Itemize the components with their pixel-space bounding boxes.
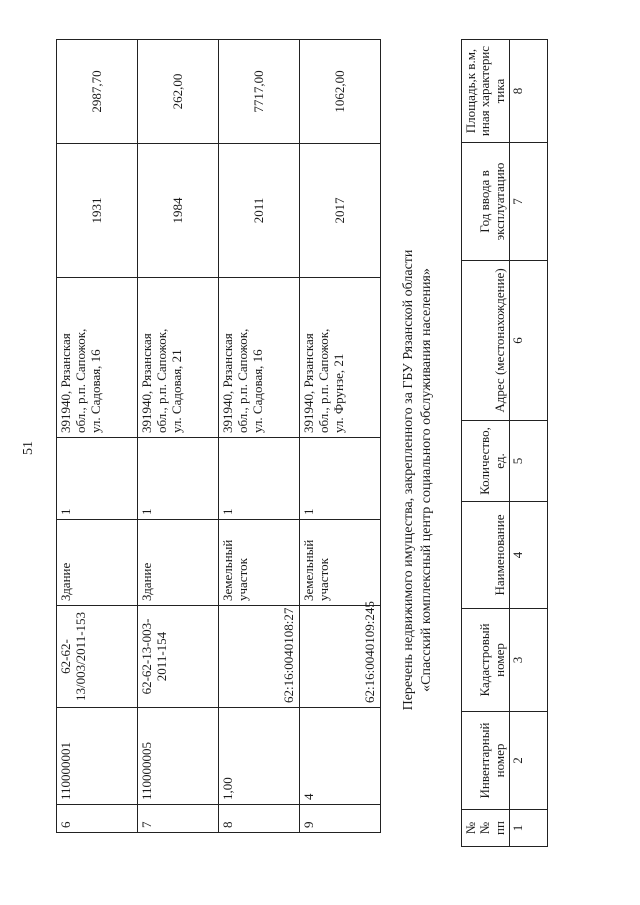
cell-num: 9 <box>300 805 381 833</box>
property-table-header <box>461 40 548 847</box>
header-area: Площадь,к в.м, иная характерис тика <box>462 40 510 143</box>
cell-inventory: 110000005 <box>138 708 219 805</box>
cell-address: 391940, Рязанская обл., р.п. Сапожок, ул. Садовая, 16 <box>219 278 300 438</box>
cell-year: 1984 <box>138 144 219 278</box>
header-table <box>461 39 548 847</box>
cell-cadastral: 62-62-13/003/2011-153 <box>57 606 138 708</box>
index-cell: 2 <box>509 712 547 810</box>
property-table-continued <box>56 40 381 833</box>
cell-name: Здание <box>57 520 138 606</box>
cell-qty: 1 <box>138 438 219 520</box>
index-cell: 8 <box>509 40 547 143</box>
cell-inventory: 4 <box>300 708 381 805</box>
cell-inventory: 110000001 <box>57 708 138 805</box>
index-cell: 5 <box>509 421 547 502</box>
cell-year: 2017 <box>300 144 381 278</box>
header-name: Наименование <box>462 502 510 609</box>
header-qty: Количество, ед. <box>462 421 510 502</box>
index-row <box>509 40 547 847</box>
cell-year: 1931 <box>57 144 138 278</box>
cell-address: 391940, Рязанская обл., р.п. Сапожок, ул. Фрунзе, 21 <box>300 278 381 438</box>
cell-cadastral: 62-62-13-003-2011-154 <box>138 606 219 708</box>
cell-cadastral: 62:16:0040108:27 <box>219 606 300 708</box>
caption-line-2: «Спасский комплексный центр социального обслуживания населения» <box>418 268 434 692</box>
index-cell: 7 <box>509 143 547 261</box>
cell-name: Земельный участок <box>300 520 381 606</box>
cell-cadastral: 62:16:0040109:245 <box>300 606 381 708</box>
cell-area: 262,00 <box>138 40 219 144</box>
header-num: № № пп <box>462 810 510 847</box>
index-cell: 3 <box>509 609 547 712</box>
table-row <box>219 40 300 833</box>
property-table <box>56 39 381 833</box>
cell-num: 8 <box>219 805 300 833</box>
header-address: Адрес (местонахождение) <box>462 261 510 421</box>
header-year: Год ввода в эксплуатацию <box>462 143 510 261</box>
caption-line-1: Перечень недвижимого имущества, закрепленного за ГБУ Рязанской области <box>401 249 416 711</box>
index-cell: 4 <box>509 502 547 609</box>
table-row <box>138 40 219 833</box>
index-cell: 1 <box>509 810 547 847</box>
header-row <box>462 40 510 847</box>
page-number: 51 <box>21 441 36 455</box>
header-inventory: Инвентарный номер <box>462 712 510 810</box>
cell-area: 2987,70 <box>57 40 138 144</box>
cell-num: 6 <box>57 805 138 833</box>
cell-num: 7 <box>138 805 219 833</box>
cell-qty: 1 <box>57 438 138 520</box>
cell-address: 391940, Рязанская обл., р.п. Сапожок, ул. Садовая, 16 <box>57 278 138 438</box>
cell-inventory: 1,00 <box>219 708 300 805</box>
cell-year: 2011 <box>219 144 300 278</box>
cell-area: 7717,00 <box>219 40 300 144</box>
cell-area: 1062,00 <box>300 40 381 144</box>
cell-name: Земельный участок <box>219 520 300 606</box>
cell-address: 391940, Рязанская обл., р.п. Сапожок, ул. Садовая, 21 <box>138 278 219 438</box>
list-caption <box>380 130 455 830</box>
cell-name: Здание <box>138 520 219 606</box>
table-row <box>300 40 381 833</box>
cell-qty: 1 <box>219 438 300 520</box>
index-cell: 6 <box>509 261 547 421</box>
table-row <box>57 40 138 833</box>
header-cadastral: Кадастровый номер <box>462 609 510 712</box>
cell-qty: 1 <box>300 438 381 520</box>
